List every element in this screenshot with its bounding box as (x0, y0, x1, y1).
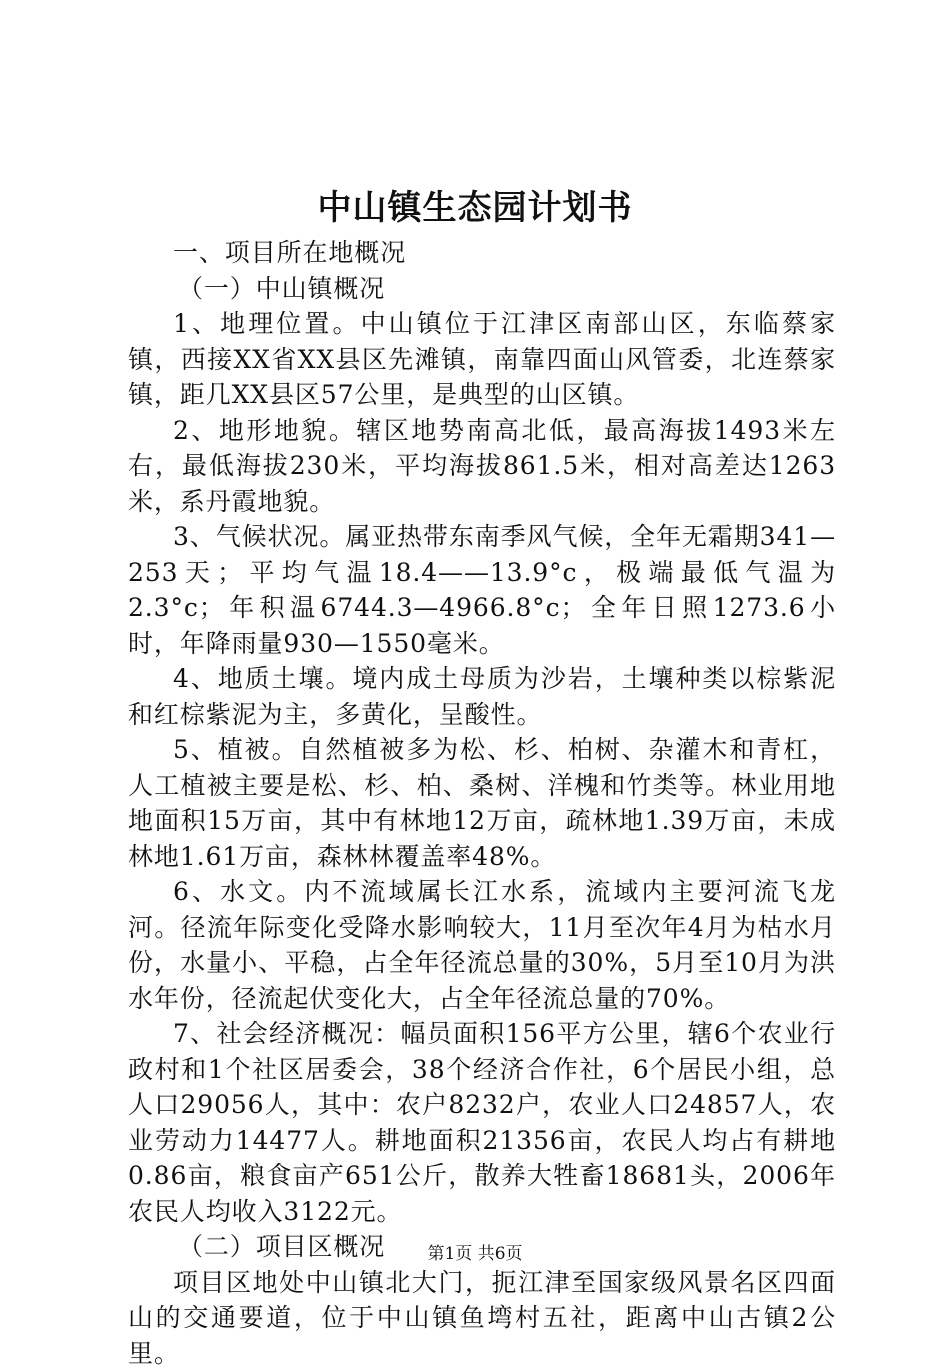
paragraph-soil: 4、地质土壤。境内成土母质为沙岩，土壤种类以棕紫泥和红棕紫泥为主，多黄化，呈酸性。 (128, 661, 836, 732)
paragraph-terrain: 2、地形地貌。辖区地势南高北低，最高海拔1493米左右，最低海拔230米，平均海拔861.5米，相对高差达1263米，系丹霞地貌。 (128, 413, 836, 520)
paragraph-hydrology: 6、水文。内不流域属长江水系，流域内主要河流飞龙河。径流年际变化受降水影响较大，11月至次年4月为枯水月份，水量小、平稳，占全年径流总量的30%，5月至10月为洪水年份，径流起伏变化大，占全年径流总量的70%。 (128, 874, 836, 1016)
subsection-heading: （一）中山镇概况 (128, 271, 836, 307)
section-heading: 一、项目所在地概况 (128, 235, 836, 271)
paragraph-climate: 3、气候状况。属亚热带东南季风气候，全年无霜期341—253天；平均气温18.4——13.9°c，极端最低气温为2.3°c；年积温6744.3—4966.8°c；全年日照1273.6小时，年降雨量930—1550毫米。 (128, 519, 836, 661)
paragraph-vegetation: 5、植被。自然植被多为松、杉、柏树、杂灌木和青杠，人工植被主要是松、杉、柏、桑树、洋槐和竹类等。林业用地地面积15万亩，其中有林地12万亩，疏林地1.39万亩，未成林地1.61万亩，森林林覆盖率48%。 (128, 732, 836, 874)
page-footer: 第1页 共6页 (0, 1243, 950, 1265)
document-body (128, 235, 836, 1371)
paragraph-project-area: 项目区地处中山镇北大门，扼江津至国家级风景名区四面山的交通要道，位于中山镇鱼塆村五社，距离中山古镇2公里。 (128, 1265, 836, 1371)
subsection-heading: （二）项目区概况 (128, 1229, 836, 1265)
paragraph-socioeconomic: 7、社会经济概况：幅员面积156平方公里，辖6个农业行政村和1个社区居委会，38个经济合作社，6个居民小组，总人口29056人，其中：农户8232户，农业人口24857人，农业劳动力14477人。耕地面积21356亩，农民人均占有耕地0.86亩，粮食亩产651公斤，散养大牲畜18681头，2006年农民人均收入3122元。 (128, 1016, 836, 1229)
paragraph-geography: 1、地理位置。中山镇位于江津区南部山区，东临蔡家镇，西接XX省XX县区先滩镇，南靠四面山风管委，北连蔡家镇，距几XX县区57公里，是典型的山区镇。 (128, 306, 836, 413)
document-title: 中山镇生态园计划书 (0, 186, 950, 230)
